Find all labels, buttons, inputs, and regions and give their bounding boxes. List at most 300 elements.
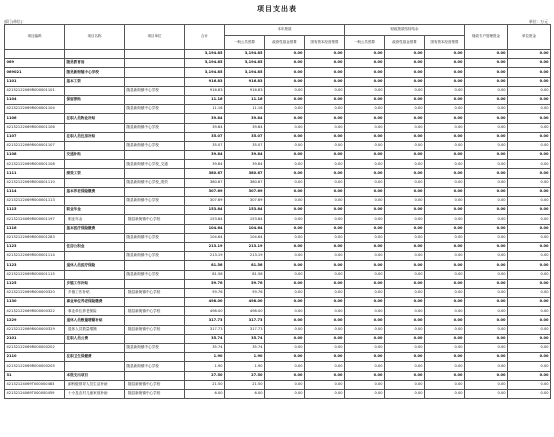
cell-fiscal-gov-fund: 0.00: [385, 86, 425, 95]
cell-total: 916.83: [185, 77, 225, 86]
cell-gov-fund: 0.00: [265, 380, 305, 389]
cell-fiscal-state-capital: 0.00: [425, 77, 465, 86]
cell-project-name: [65, 344, 125, 353]
cell-gov-fund: 0.00: [265, 86, 305, 95]
cell-project-name: 基本工资: [65, 77, 125, 86]
cell-project-name: [65, 197, 125, 206]
table-row: [5, 362, 551, 371]
cell-project-name: 在职人员公费: [65, 334, 125, 343]
cell-total: 35.07: [185, 141, 225, 150]
cell-project-unit: [125, 169, 185, 178]
page-title: 项目支出表: [257, 4, 297, 13]
cell-fiscal-state-capital: 0.00: [425, 353, 465, 362]
table-row: [5, 50, 551, 59]
cell-total: 39.84: [185, 160, 225, 169]
cell-project-code: 42132124069T000000483: [5, 380, 65, 389]
cell-gov-fund: 0.00: [265, 316, 305, 325]
table-row: [5, 141, 551, 150]
cell-state-capital: 0.00: [305, 233, 345, 242]
table-row: [5, 114, 551, 123]
cell-fiscal-general: 0.00: [345, 279, 385, 288]
cell-project-name: 十小及农村儿童家庭补助: [65, 389, 125, 398]
cell-total: 35.07: [185, 132, 225, 141]
col-fiscal-general-header: 一般公共预算: [345, 36, 385, 50]
cell-project-code: 2101: [5, 334, 65, 343]
cell-state-capital: 0.00: [305, 353, 345, 362]
cell-project-unit: 随县新街镇中心学校: [125, 105, 185, 114]
cell-unit-fund: 0.00: [508, 114, 551, 123]
cell-project-code: 31: [5, 371, 65, 380]
cell-special-fund: 0.00: [465, 288, 508, 297]
cell-project-unit: [125, 132, 185, 141]
cell-total: 3,194.85: [185, 59, 225, 68]
cell-fiscal-gov-fund: 0.00: [385, 380, 425, 389]
cell-fiscal-state-capital: 0.00: [425, 344, 465, 353]
cell-general-public: 3,194.85: [225, 59, 265, 68]
col-special-fund-header: 财政专户管理资金: [465, 25, 508, 50]
cell-general-public: 3,194.85: [225, 68, 265, 77]
cell-project-unit: 随县新街镇中心学校: [125, 307, 185, 316]
cell-general-public: 380.67: [225, 169, 265, 178]
cell-fiscal-general: 0.00: [345, 353, 385, 362]
cell-fiscal-gov-fund: 0.00: [385, 50, 425, 59]
cell-fiscal-general: 0.00: [345, 169, 385, 178]
cell-fiscal-state-capital: 0.00: [425, 59, 465, 68]
cell-special-fund: 0.00: [465, 178, 508, 187]
cell-gov-fund: 0.00: [265, 252, 305, 261]
cell-project-code: 069021: [5, 68, 65, 77]
cell-total: 35.74: [185, 334, 225, 343]
cell-gov-fund: 0.00: [265, 50, 305, 59]
cell-project-code: 42132122069R000001283: [5, 233, 65, 242]
cell-state-capital: 0.00: [305, 298, 345, 307]
cell-project-unit: [125, 151, 185, 160]
table-row: [5, 242, 551, 251]
cell-special-fund: 0.00: [465, 105, 508, 114]
cell-unit-fund: 0.00: [508, 307, 551, 316]
cell-fiscal-gov-fund: 0.00: [385, 141, 425, 150]
cell-total: 380.67: [185, 178, 225, 187]
cell-fiscal-general: 0.00: [345, 132, 385, 141]
cell-project-code: 1125: [5, 279, 65, 288]
cell-project-name: 交通补贴: [65, 151, 125, 160]
cell-unit-fund: 0.00: [508, 86, 551, 95]
cell-total: 3,194.85: [185, 50, 225, 59]
cell-unit-fund: 0.00: [508, 105, 551, 114]
cell-unit-fund: 0.00: [508, 316, 551, 325]
cell-project-code: 1106: [5, 114, 65, 123]
cell-total: 153.84: [185, 206, 225, 215]
cell-state-capital: 0.00: [305, 86, 345, 95]
cell-special-fund: 0.00: [465, 197, 508, 206]
table-row: [5, 371, 551, 380]
cell-general-public: 35.07: [225, 132, 265, 141]
cell-fiscal-gov-fund: 0.00: [385, 95, 425, 104]
table-row: [5, 334, 551, 343]
cell-project-code: 42132122069R000000320: [5, 288, 65, 297]
cell-fiscal-state-capital: 0.00: [425, 132, 465, 141]
cell-general-public: 11.16: [225, 95, 265, 104]
cell-special-fund: 0.00: [465, 169, 508, 178]
table-row: [5, 86, 551, 95]
cell-fiscal-state-capital: 0.00: [425, 197, 465, 206]
cell-project-code: 42132122069R000000202: [5, 344, 65, 353]
cell-fiscal-state-capital: 0.00: [425, 307, 465, 316]
cell-general-public: 11.16: [225, 105, 265, 114]
cell-special-fund: 0.00: [465, 59, 508, 68]
cell-general-public: 104.64: [225, 233, 265, 242]
cell-project-unit: [125, 242, 185, 251]
cell-general-public: 39.84: [225, 123, 265, 132]
cell-fiscal-gov-fund: 0.00: [385, 114, 425, 123]
cell-fiscal-state-capital: 0.00: [425, 114, 465, 123]
cell-project-code: 42132122069R000001106: [5, 123, 65, 132]
cell-fiscal-general: 0.00: [345, 68, 385, 77]
cell-special-fund: 0.00: [465, 86, 508, 95]
col-name-header: 项目名称: [65, 25, 125, 50]
table-row: [5, 95, 551, 104]
cell-project-unit: 随县新街镇中心学校: [125, 141, 185, 150]
cell-project-code: 42132124069T000000459: [5, 389, 65, 398]
cell-unit-fund: 0.00: [508, 389, 551, 398]
cell-fiscal-gov-fund: 0.00: [385, 215, 425, 224]
cell-special-fund: 0.00: [465, 141, 508, 150]
table-row: [5, 105, 551, 114]
cell-project-name: [65, 141, 125, 150]
cell-project-unit: [125, 334, 185, 343]
table-row: [5, 252, 551, 261]
cell-fiscal-general: 0.00: [345, 59, 385, 68]
cell-project-unit: [125, 114, 185, 123]
cell-state-capital: 0.00: [305, 242, 345, 251]
cell-total: 317.73: [185, 316, 225, 325]
cell-fiscal-general: 0.00: [345, 224, 385, 233]
cell-project-name: [65, 178, 125, 187]
cell-gov-fund: 0.00: [265, 307, 305, 316]
cell-project-name: [65, 270, 125, 279]
cell-special-fund: 0.00: [465, 50, 508, 59]
cell-general-public: 81.56: [225, 261, 265, 270]
cell-fiscal-general: 0.00: [345, 316, 385, 325]
cell-unit-fund: 0.00: [508, 353, 551, 362]
cell-state-capital: 0.00: [305, 59, 345, 68]
col-fiscal-gov-fund-header: 政府性基金预算: [385, 36, 425, 50]
cell-fiscal-gov-fund: 0.00: [385, 288, 425, 297]
cell-project-unit: [125, 206, 185, 215]
table-row: [5, 59, 551, 68]
cell-project-name: 在职人员物业补贴: [65, 114, 125, 123]
cell-special-fund: 0.00: [465, 95, 508, 104]
cell-project-unit: [125, 50, 185, 59]
cell-project-code: [5, 50, 65, 59]
cell-unit-fund: 0.00: [508, 68, 551, 77]
cell-project-unit: [125, 224, 185, 233]
cell-gov-fund: 0.00: [265, 261, 305, 270]
cell-fiscal-gov-fund: 0.00: [385, 132, 425, 141]
cell-fiscal-state-capital: 0.00: [425, 288, 465, 297]
cell-project-unit: 随县新街镇中心学校: [125, 252, 185, 261]
col-unit-fund-header: 单位资金: [508, 25, 551, 50]
cell-state-capital: 0.00: [305, 325, 345, 334]
cell-project-name: 退休人员数量增额: [65, 325, 125, 334]
project-expense-table: [4, 24, 551, 399]
cell-fiscal-general: 0.00: [345, 206, 385, 215]
cell-project-name: 退休人员数量增额补贴: [65, 316, 125, 325]
cell-total: 11.16: [185, 105, 225, 114]
cell-unit-fund: 0.00: [508, 224, 551, 233]
cell-state-capital: 0.00: [305, 187, 345, 196]
cell-state-capital: 0.00: [305, 389, 345, 398]
cell-unit-fund: 0.00: [508, 77, 551, 86]
cell-project-code: 42132122069R000000205: [5, 362, 65, 371]
cell-fiscal-gov-fund: 0.00: [385, 325, 425, 334]
cell-total: 11.16: [185, 95, 225, 104]
cell-gov-fund: 0.00: [265, 178, 305, 187]
cell-total: 35.74: [185, 344, 225, 353]
cell-fiscal-gov-fund: 0.00: [385, 197, 425, 206]
cell-project-name: 随县教育局: [65, 59, 125, 68]
cell-gov-fund: 0.00: [265, 151, 305, 160]
table-row: [5, 132, 551, 141]
cell-state-capital: 0.00: [305, 169, 345, 178]
cell-special-fund: 0.00: [465, 380, 508, 389]
cell-gov-fund: 0.00: [265, 132, 305, 141]
cell-project-code: 42132122069R000001101: [5, 86, 65, 95]
cell-general-public: 307.69: [225, 197, 265, 206]
cell-fiscal-gov-fund: 0.00: [385, 316, 425, 325]
cell-state-capital: 0.00: [305, 252, 345, 261]
col-code-header: 项目编码: [5, 25, 65, 50]
cell-gov-fund: 0.00: [265, 389, 305, 398]
cell-fiscal-gov-fund: 0.00: [385, 353, 425, 362]
cell-state-capital: 0.00: [305, 160, 345, 169]
cell-project-code: 1108: [5, 151, 65, 160]
cell-state-capital: 0.00: [305, 270, 345, 279]
col-group-fiscal-header: 财政拨款结转结余: [345, 25, 465, 36]
table-row: [5, 261, 551, 270]
cell-project-code: 1116: [5, 224, 65, 233]
table-row: [5, 353, 551, 362]
table-row: [5, 215, 551, 224]
cell-fiscal-gov-fund: 0.00: [385, 224, 425, 233]
cell-project-name: [65, 233, 125, 242]
cell-gov-fund: 0.00: [265, 114, 305, 123]
table-row: [5, 187, 551, 196]
cell-fiscal-general: 0.00: [345, 215, 385, 224]
cell-project-code: 1115: [5, 206, 65, 215]
cell-project-unit: 随县新街镇中心学校: [125, 233, 185, 242]
cell-state-capital: 0.00: [305, 215, 345, 224]
cell-fiscal-state-capital: 0.00: [425, 334, 465, 343]
cell-special-fund: 0.00: [465, 389, 508, 398]
cell-total: 81.56: [185, 261, 225, 270]
cell-state-capital: 0.00: [305, 224, 345, 233]
cell-project-name: 乡镇工作补贴: [65, 288, 125, 297]
cell-total: 59.76: [185, 288, 225, 297]
cell-general-public: 317.73: [225, 316, 265, 325]
cell-state-capital: 0.00: [305, 362, 345, 371]
cell-project-code: 42132122069R000001108: [5, 160, 65, 169]
cell-total: 498.00: [185, 298, 225, 307]
col-state-capital-header: 国有资本经营预算: [305, 36, 345, 50]
cell-project-name: 事业单位养老保险缴费: [65, 298, 125, 307]
cell-fiscal-gov-fund: 0.00: [385, 371, 425, 380]
cell-fiscal-general: 0.00: [345, 261, 385, 270]
cell-gov-fund: 0.00: [265, 59, 305, 68]
cell-unit-fund: 0.00: [508, 233, 551, 242]
cell-project-code: 42132124069R000001197: [5, 215, 65, 224]
cell-project-unit: [125, 68, 185, 77]
cell-fiscal-state-capital: 0.00: [425, 279, 465, 288]
cell-fiscal-state-capital: 0.00: [425, 270, 465, 279]
cell-special-fund: 0.00: [465, 261, 508, 270]
cell-fiscal-state-capital: 0.00: [425, 362, 465, 371]
unit-label: 单位：万元: [529, 19, 548, 24]
cell-fiscal-general: 0.00: [345, 298, 385, 307]
cell-total: 39.84: [185, 114, 225, 123]
cell-unit-fund: 0.00: [508, 178, 551, 187]
cell-unit-fund: 0.00: [508, 123, 551, 132]
cell-fiscal-state-capital: 0.00: [425, 224, 465, 233]
cell-general-public: 39.84: [225, 160, 265, 169]
cell-fiscal-general: 0.00: [345, 160, 385, 169]
cell-special-fund: 0.00: [465, 114, 508, 123]
cell-total: 59.76: [185, 279, 225, 288]
cell-project-code: 1123: [5, 261, 65, 270]
cell-fiscal-gov-fund: 0.00: [385, 169, 425, 178]
cell-state-capital: 0.00: [305, 371, 345, 380]
cell-gov-fund: 0.00: [265, 68, 305, 77]
cell-general-public: 39.84: [225, 151, 265, 160]
cell-gov-fund: 0.00: [265, 334, 305, 343]
cell-fiscal-state-capital: 0.00: [425, 298, 465, 307]
cell-project-code: 42132122069R000001113: [5, 197, 65, 206]
cell-project-unit: 随县新街镇中心学校: [125, 197, 185, 206]
cell-fiscal-general: 0.00: [345, 288, 385, 297]
cell-special-fund: 0.00: [465, 68, 508, 77]
cell-unit-fund: 0.00: [508, 261, 551, 270]
cell-fiscal-general: 0.00: [345, 389, 385, 398]
cell-fiscal-state-capital: 0.00: [425, 169, 465, 178]
cell-fiscal-gov-fund: 0.00: [385, 187, 425, 196]
cell-fiscal-general: 0.00: [345, 141, 385, 150]
cell-special-fund: 0.00: [465, 233, 508, 242]
cell-special-fund: 0.00: [465, 206, 508, 215]
cell-gov-fund: 0.00: [265, 344, 305, 353]
cell-general-public: 380.67: [225, 178, 265, 187]
cell-project-name: 职业年金: [65, 215, 125, 224]
cell-unit-fund: 0.00: [508, 151, 551, 160]
cell-project-code: 42132122069R000001114: [5, 252, 65, 261]
cell-general-public: 1.90: [225, 362, 265, 371]
cell-general-public: 27.50: [225, 371, 265, 380]
col-fiscal-state-capital-header: 国有资本经营预算: [425, 36, 465, 50]
col-gov-fund-header: 政府性基金预算: [265, 36, 305, 50]
cell-general-public: 307.69: [225, 187, 265, 196]
cell-project-unit: [125, 316, 185, 325]
cell-special-fund: 0.00: [465, 334, 508, 343]
cell-project-name: 基本养老保险缴费: [65, 187, 125, 196]
cell-fiscal-gov-fund: 0.00: [385, 178, 425, 187]
cell-project-name: 副科级领导人员生活补助: [65, 380, 125, 389]
cell-total: 3,194.85: [185, 68, 225, 77]
table-row: [5, 316, 551, 325]
table-row: [5, 270, 551, 279]
cell-fiscal-state-capital: 0.00: [425, 242, 465, 251]
cell-fiscal-general: 0.00: [345, 325, 385, 334]
cell-unit-fund: 0.00: [508, 288, 551, 297]
cell-fiscal-gov-fund: 0.00: [385, 242, 425, 251]
cell-project-unit: [125, 187, 185, 196]
cell-unit-fund: 0.00: [508, 141, 551, 150]
cell-fiscal-gov-fund: 0.00: [385, 160, 425, 169]
cell-special-fund: 0.00: [465, 344, 508, 353]
cell-project-code: 42132122069R000001115: [5, 270, 65, 279]
cell-project-unit: 随县新街镇中心学校: [125, 288, 185, 297]
table-row: [5, 178, 551, 187]
cell-fiscal-gov-fund: 0.00: [385, 307, 425, 316]
cell-unit-fund: 0.00: [508, 132, 551, 141]
table-row: [5, 206, 551, 215]
cell-general-public: 35.07: [225, 141, 265, 150]
cell-general-public: 6.00: [225, 389, 265, 398]
cell-fiscal-general: 0.00: [345, 50, 385, 59]
cell-project-code: 1104: [5, 95, 65, 104]
cell-state-capital: 0.00: [305, 95, 345, 104]
cell-special-fund: 0.00: [465, 307, 508, 316]
cell-fiscal-general: 0.00: [345, 344, 385, 353]
cell-unit-fund: 0.00: [508, 344, 551, 353]
cell-special-fund: 0.00: [465, 242, 508, 251]
cell-general-public: 153.84: [225, 215, 265, 224]
table-row: [5, 380, 551, 389]
cell-gov-fund: 0.00: [265, 160, 305, 169]
cell-project-name: 基本医疗保险缴费: [65, 224, 125, 233]
cell-project-code: 42132122069R000001107: [5, 141, 65, 150]
cell-fiscal-general: 0.00: [345, 380, 385, 389]
cell-project-unit: [125, 298, 185, 307]
cell-project-name: 事业单位养老保险: [65, 307, 125, 316]
cell-general-public: 39.84: [225, 114, 265, 123]
cell-fiscal-state-capital: 0.00: [425, 325, 465, 334]
cell-special-fund: 0.00: [465, 316, 508, 325]
cell-project-unit: [125, 279, 185, 288]
cell-fiscal-gov-fund: 0.00: [385, 233, 425, 242]
cell-state-capital: 0.00: [305, 261, 345, 270]
cell-fiscal-general: 0.00: [345, 114, 385, 123]
cell-fiscal-gov-fund: 0.00: [385, 59, 425, 68]
cell-fiscal-state-capital: 0.00: [425, 206, 465, 215]
cell-gov-fund: 0.00: [265, 206, 305, 215]
cell-unit-fund: 0.00: [508, 371, 551, 380]
cell-fiscal-general: 0.00: [345, 151, 385, 160]
cell-fiscal-state-capital: 0.00: [425, 252, 465, 261]
cell-gov-fund: 0.00: [265, 95, 305, 104]
cell-total: 1.90: [185, 353, 225, 362]
cell-general-public: 498.00: [225, 298, 265, 307]
cell-unit-fund: 0.00: [508, 215, 551, 224]
cell-project-code: 2110: [5, 353, 65, 362]
cell-fiscal-general: 0.00: [345, 252, 385, 261]
table-row: [5, 325, 551, 334]
cell-fiscal-state-capital: 0.00: [425, 50, 465, 59]
cell-fiscal-general: 0.00: [345, 95, 385, 104]
cell-total: 39.84: [185, 123, 225, 132]
cell-unit-fund: 0.00: [508, 270, 551, 279]
cell-gov-fund: 0.00: [265, 105, 305, 114]
cell-state-capital: 0.00: [305, 206, 345, 215]
cell-special-fund: 0.00: [465, 325, 508, 334]
